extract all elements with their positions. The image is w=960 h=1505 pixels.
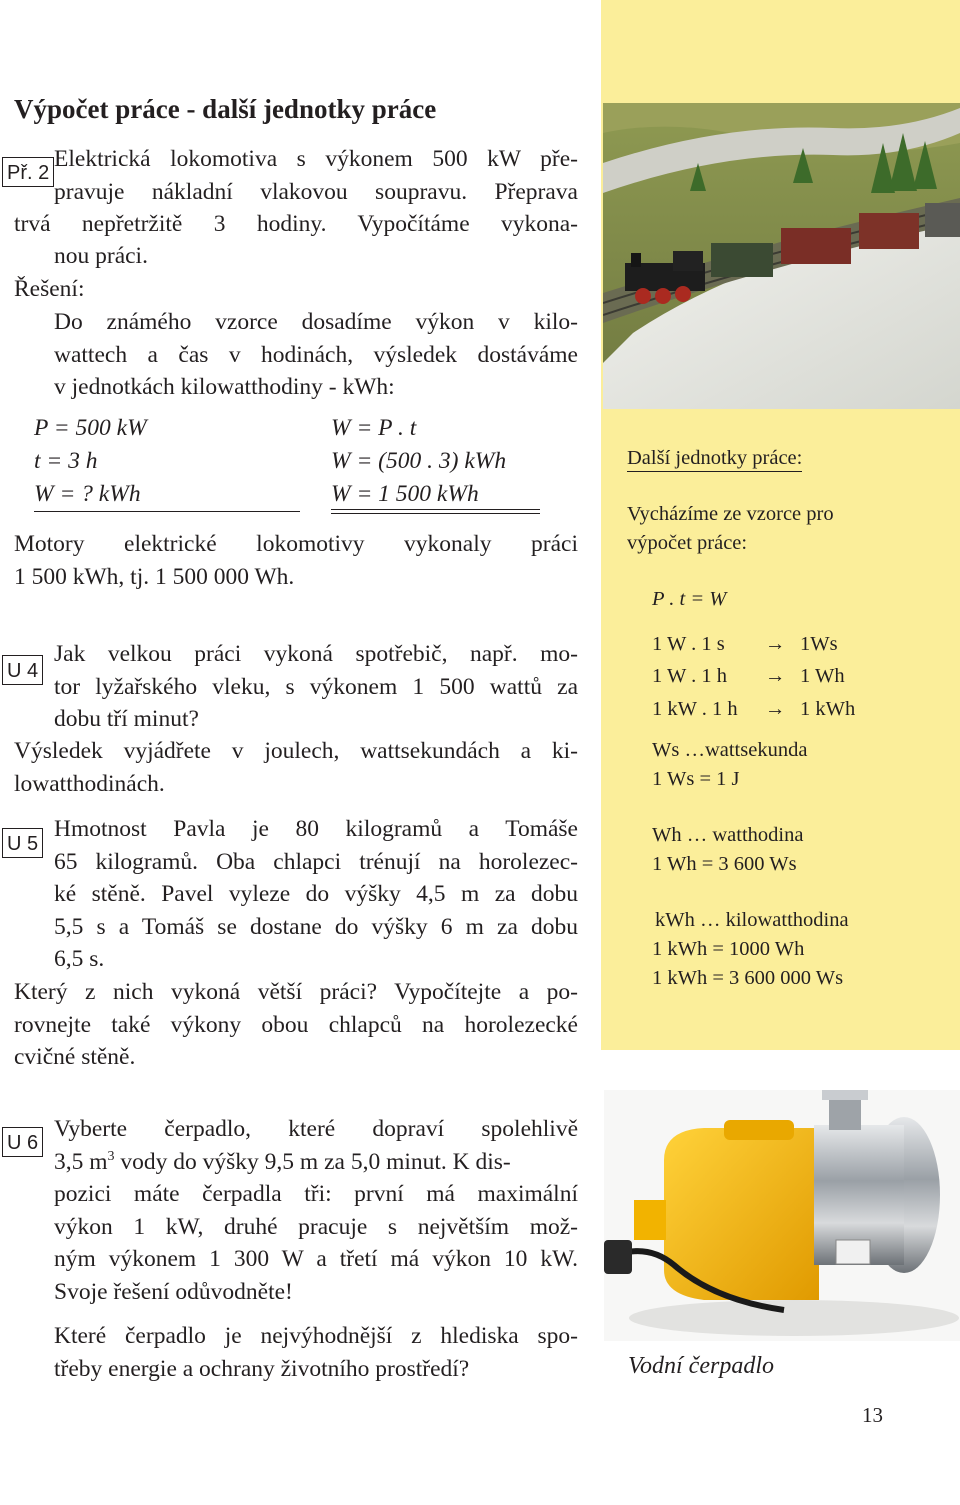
task-u5-line: 65 kilogramů. Oba chlapci trénují na horolezec- xyxy=(54,848,578,875)
conversion-left: 1 W . 1 s xyxy=(652,633,725,655)
unit-wh-name: Wh … watthodina xyxy=(652,824,804,846)
conversion-right: 1Ws xyxy=(800,633,838,655)
example-text xyxy=(54,143,578,208)
task-u6-text xyxy=(54,1113,578,1308)
unit-ws-equivalence: 1 Ws = 1 J xyxy=(652,768,740,790)
volume-value: 3,5 m xyxy=(54,1148,108,1175)
unit-kwh-equivalence: 1 kWh = 3 600 000 Ws xyxy=(652,967,844,989)
pump-caption: Vodní čerpadlo xyxy=(628,1353,774,1379)
solution-line: Do známého vzorce dosadíme výkon v kilo- xyxy=(54,309,578,335)
sidebar-formula: P . t = W xyxy=(652,588,727,610)
task-u5-line: rovnejte také výkony obou chlapců na horolezecké xyxy=(14,1011,578,1038)
task-u4-line: dobu tří minut? xyxy=(54,706,199,732)
task-u5-line: ké stěně. Pavel vyleze do výšky 4,5 m za dobu xyxy=(54,881,578,907)
example-label: Př. 2 xyxy=(2,157,54,187)
task-u6-line: pozici máte čerpadla tři: první má maximální xyxy=(54,1181,578,1207)
example-line: pravuje nákladní vlakovou soupravu. Přeprava xyxy=(54,178,578,205)
task-u5-line: Který z nich vykoná větší práci? Vypočítejte a po- xyxy=(14,979,578,1005)
page-title: Výpočet práce - další jednotky práce xyxy=(14,94,437,124)
conversion-right: 1 Wh xyxy=(800,665,845,687)
solution-line: v jednotkách kilowatthodiny - kWh: xyxy=(54,374,395,400)
conversion-row xyxy=(652,630,725,659)
task-u4-line: Jak velkou práci vykoná spotřebič, např. mo- xyxy=(54,641,578,667)
conversion-arrow: → xyxy=(765,633,786,655)
unit-wh-equivalence: 1 Wh = 3 600 Ws xyxy=(652,853,797,875)
task-u6-question xyxy=(54,1320,578,1385)
task-u4-text xyxy=(54,638,578,736)
task-u4-line: lowatthodinách. xyxy=(14,770,165,797)
task-u5-label: U 5 xyxy=(2,828,43,858)
task-u5-text-cont xyxy=(14,976,578,1074)
example-text-cont xyxy=(14,208,578,241)
sidebar-intro-line: výpočet práce: xyxy=(627,532,748,554)
given-time: t = 3 h xyxy=(34,448,98,474)
conclusion-line: 1 500 kWh, tj. 1 500 000 Wh. xyxy=(14,563,295,590)
calc-substitution: W = (500 . 3) kWh xyxy=(331,448,507,474)
task-u4-line: tor lyžařského vleku, s výkonem 1 500 wattů za xyxy=(54,673,578,700)
page-number: 13 xyxy=(862,1403,883,1427)
task-u6-line: výkon 1 kW, druhé pracuje s největším mož- xyxy=(54,1213,578,1240)
solution-heading: Řešení: xyxy=(14,276,85,302)
task-u6-line: ným výkonem 1 300 W a třetí má výkon 10 kW. xyxy=(54,1246,578,1272)
unit-ws xyxy=(652,736,807,794)
task-u6-label: U 6 xyxy=(2,1127,43,1157)
task-u6-line-volume xyxy=(54,1146,578,1179)
train-photo xyxy=(603,103,960,409)
unit-kwh-name: kWh … kilowatthodina xyxy=(655,909,849,931)
task-u5-line: Hmotnost Pavla je 80 kilogramů a Tomáše xyxy=(54,816,578,842)
example-line: nou práci. xyxy=(54,243,148,269)
task-u6-line: Svoje řešení odůvodněte! xyxy=(54,1278,293,1305)
task-u5-text xyxy=(54,813,578,976)
pump-photo xyxy=(604,1090,960,1341)
given-unknown: W = ? kWh xyxy=(34,481,141,507)
conversion-arrow: → xyxy=(765,698,786,720)
example-line: Elektrická lokomotiva s výkonem 500 kW pře- xyxy=(54,146,578,172)
sidebar-intro-line: Vycházíme ze vzorce pro xyxy=(627,503,834,525)
sidebar-intro xyxy=(627,500,834,558)
conversion-left: 1 kW . 1 h xyxy=(652,698,738,720)
example-text-end xyxy=(54,240,148,273)
volume-exponent: 3 xyxy=(107,1148,115,1164)
example-line: trvá nepřetržitě 3 hodiny. Vypočítáme vykona- xyxy=(14,211,578,237)
solution-line: wattech a čas v hodinách, výsledek dostáváme xyxy=(54,341,578,368)
sidebar-heading: Další jednotky práce: xyxy=(627,444,802,473)
unit-ws-name: Ws …wattsekunda xyxy=(652,739,808,761)
given-power: P = 500 kW xyxy=(34,415,147,441)
given-underline xyxy=(34,511,300,512)
task-u5-line: 6,5 s. xyxy=(54,946,105,972)
conclusion-line: Motory elektrické lokomotivy vykonaly práci xyxy=(14,531,578,557)
unit-wh xyxy=(652,821,803,879)
conversion-right: 1 kWh xyxy=(800,698,856,720)
task-u4-text-cont xyxy=(14,735,578,800)
conversion-left: 1 W . 1 h xyxy=(652,665,727,687)
conversion-arrow: → xyxy=(765,665,786,687)
task-u4-line: Výsledek vyjádřete v joulech, wattsekundách a ki- xyxy=(14,738,578,764)
model-train-image xyxy=(603,103,960,409)
calc-formula: W = P . t xyxy=(331,415,417,441)
volume-rest: vody do výšky 9,5 m za 5,0 minut. K dis- xyxy=(114,1148,511,1175)
task-u6-question-line: třeby energie a ochrany životního prostředí? xyxy=(54,1355,470,1382)
task-u5-line: 5,5 s a Tomáš se dostane do výšky 6 m za dobu xyxy=(54,913,578,940)
solution-text xyxy=(54,306,578,404)
unit-kwh xyxy=(652,906,849,993)
task-u5-line: cvičné stěně. xyxy=(14,1044,136,1070)
unit-kwh-equivalence: 1 kWh = 1000 Wh xyxy=(652,938,805,960)
solution-conclusion xyxy=(14,528,578,593)
task-u4-label: U 4 xyxy=(2,655,43,685)
task-u6-line: Vyberte čerpadlo, které dopraví spolehlivě xyxy=(54,1116,578,1142)
calc-result: W = 1 500 kWh xyxy=(331,481,479,507)
task-u6-question-line: Které čerpadlo je nejvýhodnější z hlediska spo- xyxy=(54,1323,578,1349)
result-double-underline xyxy=(331,509,540,514)
water-pump-image xyxy=(604,1090,960,1341)
